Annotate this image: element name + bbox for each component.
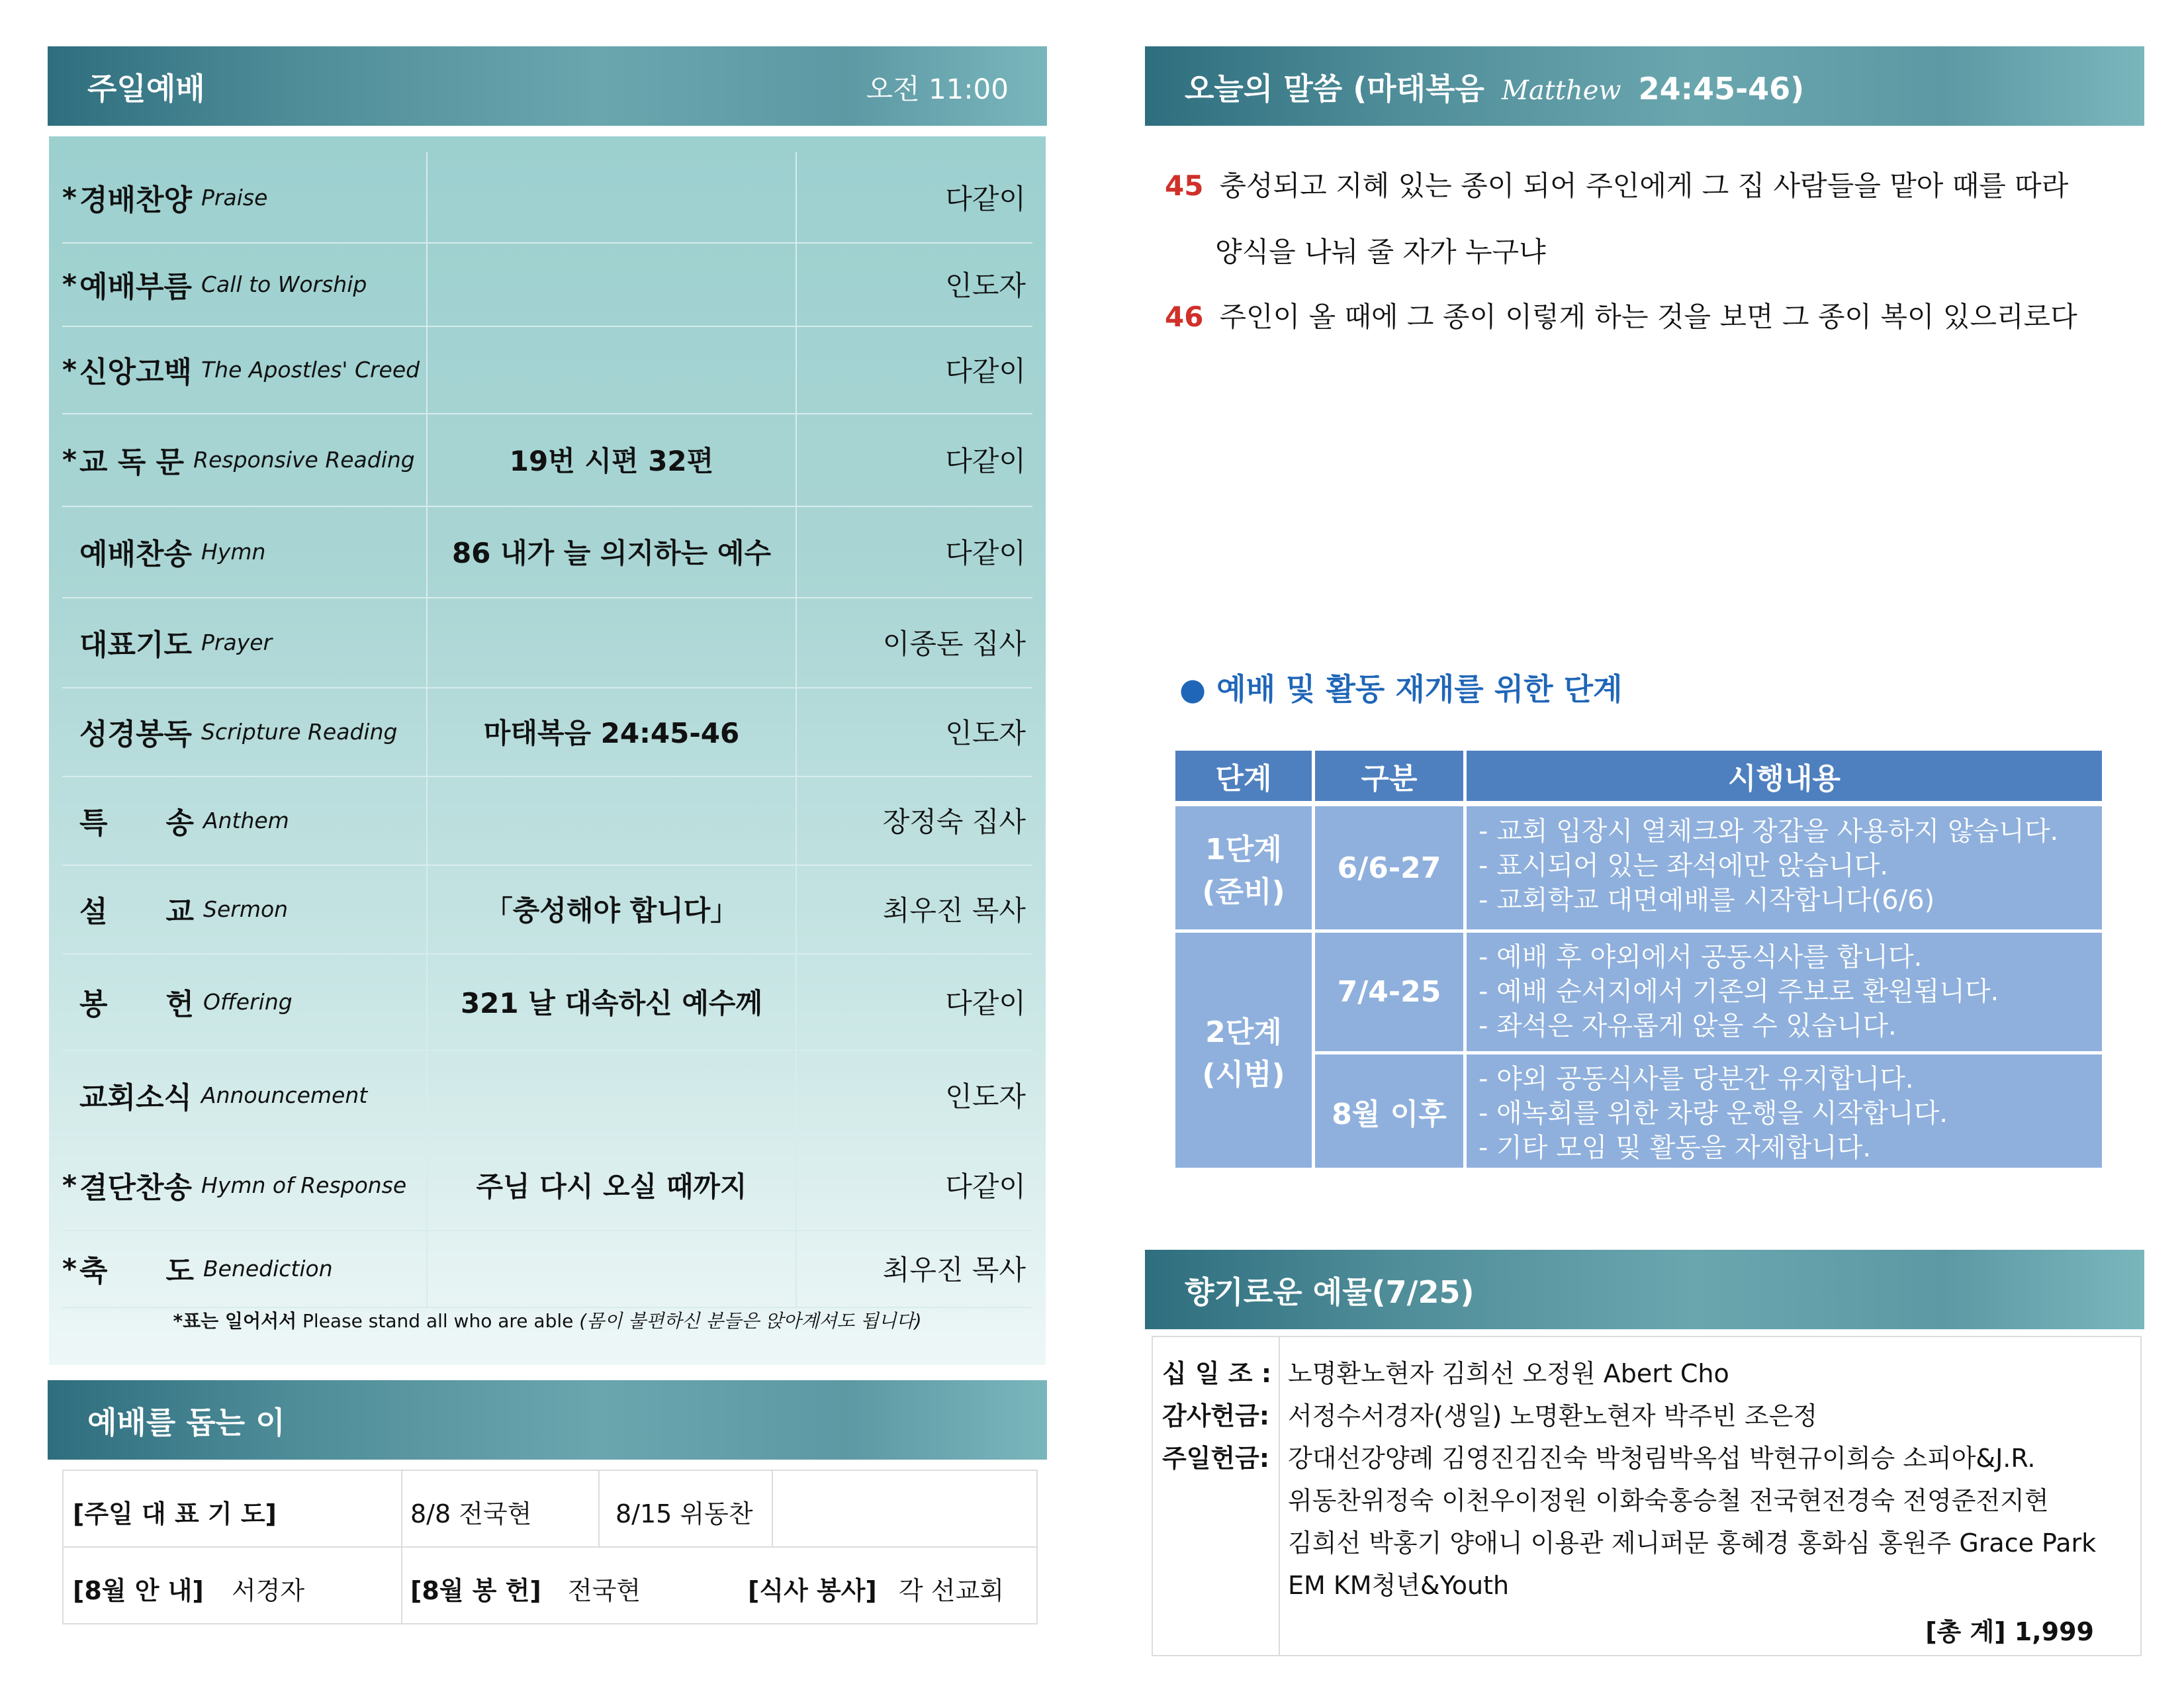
steps-table — [1175, 751, 2102, 1168]
guide-name: 서경자 — [232, 1576, 305, 1605]
steps-title: ● 예배 및 활동 재개를 위한 단계 — [1179, 671, 1623, 707]
step-item: - 좌석은 자유롭게 앉을 수 있습니다. — [1479, 1011, 1897, 1041]
steps-header-content: 시행내용 — [1467, 751, 2102, 801]
items-2 — [1479, 940, 1999, 1043]
worship-row — [62, 152, 1032, 244]
offering-list — [1152, 1336, 2142, 1656]
worship-row — [62, 413, 1032, 507]
item-name-ko: 신앙고백 — [79, 355, 193, 389]
worship-row — [62, 1140, 1032, 1231]
item-name-ko: 예배부름 — [79, 270, 193, 304]
verse-text: 충성되고 지혜 있는 종이 되어 주인에게 그 집 사람들을 맡아 때를 따라 — [1219, 169, 2069, 202]
item-leader: 다같이 — [945, 537, 1026, 569]
item-name-ko: 교회소식 — [79, 1081, 193, 1115]
sunday-line: 김희선 박홍기 양애니 이용관 제니퍼문 홍혜경 홍화심 홍원주 Grace Park — [1288, 1528, 2097, 1558]
item-content — [428, 152, 797, 242]
item-name-en: The Apostles' Creed — [201, 356, 420, 383]
items-1 — [1479, 814, 2058, 917]
period-1: 6/6-27 — [1337, 851, 1441, 885]
worship-row — [62, 1230, 1032, 1308]
step-item: - 표시되어 있는 좌석에만 앉습니다. — [1479, 851, 1888, 881]
offering-duty-name: 전국현 — [568, 1576, 641, 1605]
item-name-en: Announcement — [201, 1082, 368, 1108]
stand-mark: * — [62, 443, 77, 476]
prayer-label: [주일 대 표 기 도] — [73, 1499, 277, 1528]
item-leader: 다같이 — [945, 183, 1026, 215]
stand-mark: * — [62, 1252, 77, 1285]
thanks-label: 감사헌금: — [1162, 1401, 1270, 1430]
item-leader: 인도자 — [945, 1080, 1026, 1113]
worship-item — [62, 326, 428, 413]
step-item: - 야외 공동식사를 당분간 유지합니다. — [1479, 1064, 1914, 1094]
worship-item — [62, 506, 428, 597]
tithe-names: 노명환노현자 김희선 오정원 Abert Cho — [1288, 1359, 1729, 1388]
item-content: 주님 다시 오실 때까지 — [428, 1140, 797, 1230]
item-leader: 인도자 — [945, 717, 1026, 749]
verse-number: 45 — [1165, 169, 1204, 202]
sunday-line: 위동찬위정숙 이천우이정원 이화숙홍승철 전국현전경숙 전영준전지현 — [1288, 1486, 2049, 1515]
item-name-ko: 경배찬양 — [79, 183, 193, 217]
step-item: - 예배 후 야외에서 공동식사를 합니다. — [1479, 942, 1923, 972]
item-name-en: Call to Worship — [201, 271, 367, 297]
stage-2: 2단계 (시범) — [1202, 1015, 1285, 1092]
meal-name: 각 선교회 — [899, 1576, 1004, 1605]
standing-note — [62, 1307, 1032, 1333]
item-content — [428, 242, 797, 326]
item-content — [428, 776, 797, 865]
item-name-ko: 설 교 — [79, 895, 195, 929]
item-name-en: Responsive Reading — [193, 446, 415, 473]
item-content — [428, 1230, 797, 1307]
steps-header-period: 구분 — [1315, 751, 1463, 801]
verse-number: 46 — [1165, 301, 1204, 333]
worship-item — [62, 1140, 428, 1230]
item-content: 「충성해야 합니다」 — [428, 865, 797, 953]
item-leader: 다같이 — [945, 987, 1026, 1019]
offering-duty-label: [8월 봉 헌] — [410, 1576, 541, 1605]
item-name-ko: 성경봉독 — [79, 718, 193, 751]
worship-row — [62, 1050, 1032, 1141]
worship-item — [62, 1230, 428, 1307]
sunday-line: EM KM청년&Youth — [1288, 1571, 1510, 1600]
helpers-banner — [48, 1380, 1047, 1460]
worship-banner — [48, 46, 1047, 126]
scripture-title-en: Matthew — [1502, 75, 1621, 106]
worship-item — [62, 597, 428, 687]
verse-text: 주인이 올 때에 그 종이 이렇게 하는 것을 보면 그 종이 복이 있으리로다 — [1219, 301, 2077, 333]
item-name-en: Hymn — [201, 538, 266, 565]
item-name-en: Offering — [203, 988, 293, 1015]
worship-row — [62, 776, 1032, 866]
offering-total: [총 계] 1,999 — [1925, 1617, 2094, 1646]
offering-banner — [1145, 1250, 2144, 1329]
worship-row — [62, 326, 1032, 414]
item-name-en: Benediction — [203, 1255, 333, 1282]
worship-item — [62, 242, 428, 326]
worship-time: 오전 11:00 — [866, 73, 1009, 105]
item-name-en: Scripture Reading — [201, 718, 398, 745]
worship-row — [62, 865, 1032, 955]
worship-row — [62, 953, 1032, 1051]
worship-item — [62, 776, 428, 865]
stand-mark: * — [62, 353, 77, 386]
worship-row — [62, 597, 1032, 688]
item-content — [428, 597, 797, 687]
item-leader: 다같이 — [945, 355, 1026, 387]
item-leader: 다같이 — [945, 1170, 1026, 1203]
step-item: - 예배 순서지에서 기존의 주보로 환원됩니다. — [1479, 976, 1999, 1007]
items-3 — [1479, 1062, 1948, 1165]
item-name-en: Sermon — [203, 896, 289, 922]
worship-item — [62, 1050, 428, 1140]
item-leader: 장정숙 집사 — [882, 806, 1026, 838]
item-content — [428, 326, 797, 413]
order-of-worship — [49, 136, 1046, 1365]
step-item: - 교회 입장시 열체크와 장갑을 사용하지 않습니다. — [1479, 816, 2059, 847]
meal-label: [식사 봉사] — [748, 1576, 877, 1605]
step-item: - 기타 모임 및 활동을 자제합니다. — [1479, 1133, 1872, 1163]
stage-1: 1단계 (준비) — [1202, 833, 1285, 909]
period-2: 7/4-25 — [1337, 975, 1441, 1009]
verse-45-line1 — [1165, 164, 2068, 204]
offering-title: 향기로운 예물(7/25) — [1185, 1274, 1475, 1310]
item-content: 19번 시편 32편 — [428, 413, 797, 506]
worship-row — [62, 506, 1032, 598]
step-item: - 교회학교 대면예배를 시작합니다(6/6) — [1479, 885, 1935, 915]
item-leader: 인도자 — [945, 269, 1026, 302]
item-content — [428, 1050, 797, 1140]
item-leader: 다같이 — [945, 445, 1026, 477]
thanks-names: 서정수서경자(생일) 노명환노현자 박주빈 조은정 — [1288, 1401, 1818, 1430]
scripture-title-ko: 오늘의 말씀 (마태복음 — [1185, 71, 1484, 107]
item-content: 321 날 대속하신 예수께 — [428, 953, 797, 1050]
worship-item — [62, 413, 428, 506]
helpers-table — [62, 1470, 1038, 1624]
sunday-line: 강대선강양례 김영진김진숙 박청림박옥섭 박현규이희승 소피아&J.R. — [1288, 1444, 2036, 1473]
item-name-ko: 축 도 — [79, 1254, 195, 1288]
helpers-title: 예배를 돕는 이 — [87, 1405, 285, 1440]
worship-item — [62, 687, 428, 776]
prayer-date-2: 8/15 위동찬 — [615, 1499, 753, 1528]
guide-label: [8월 안 내] — [73, 1576, 204, 1605]
item-name-ko: 결단찬송 — [79, 1171, 193, 1205]
stand-mark: * — [62, 267, 77, 301]
stand-mark: * — [62, 1168, 77, 1201]
item-content: 마태복음 24:45-46 — [428, 687, 797, 776]
item-name-ko: 대표기도 — [79, 628, 193, 662]
verse-46-line1 — [1165, 295, 2077, 335]
item-content: 86 내가 늘 의지하는 예수 — [428, 506, 797, 597]
note-bold: *표는 일어서서 — [173, 1310, 297, 1332]
item-name-ko: 봉 헌 — [79, 988, 195, 1021]
item-name-ko: 예배찬송 — [79, 538, 193, 571]
prayer-date-1: 8/8 전국현 — [410, 1499, 532, 1528]
item-name-ko: 특 송 — [79, 806, 195, 840]
item-name-en: Prayer — [201, 629, 273, 655]
scripture-title — [1185, 65, 1804, 109]
worship-row — [62, 687, 1032, 777]
note-italic: (몸이 불편하신 분들은 앉아계셔도 됩니다) — [579, 1310, 922, 1332]
note-en: Please stand all who are able — [302, 1310, 574, 1332]
item-leader: 최우진 목사 — [882, 1254, 1026, 1286]
item-name-en: Hymn of Response — [201, 1172, 407, 1198]
item-name-ko: 교 독 문 — [79, 445, 185, 479]
worship-item — [62, 953, 428, 1050]
stand-mark: * — [62, 181, 77, 214]
scripture-banner — [1145, 46, 2144, 126]
worship-item — [62, 152, 428, 242]
steps-header-stage: 단계 — [1175, 751, 1312, 801]
scripture-title-ref: 24:45-46) — [1638, 71, 1805, 107]
sunday-label: 주일헌금: — [1162, 1444, 1270, 1473]
period-3: 8월 이후 — [1332, 1097, 1447, 1131]
item-name-en: Praise — [201, 184, 268, 211]
item-leader: 이종돈 집사 — [882, 628, 1026, 660]
worship-item — [62, 865, 428, 953]
worship-title: 주일예배 — [87, 71, 205, 107]
step-item: - 애녹회를 위한 차량 운행을 시작합니다. — [1479, 1098, 1948, 1129]
item-name-en: Anthem — [203, 807, 289, 833]
item-leader: 최우진 목사 — [882, 894, 1026, 927]
verse-45-line2: 양식을 나눠 줄 자가 누구냐 — [1215, 236, 1546, 268]
worship-row — [62, 242, 1032, 327]
tithe-label: 십 일 조 : — [1162, 1359, 1272, 1388]
